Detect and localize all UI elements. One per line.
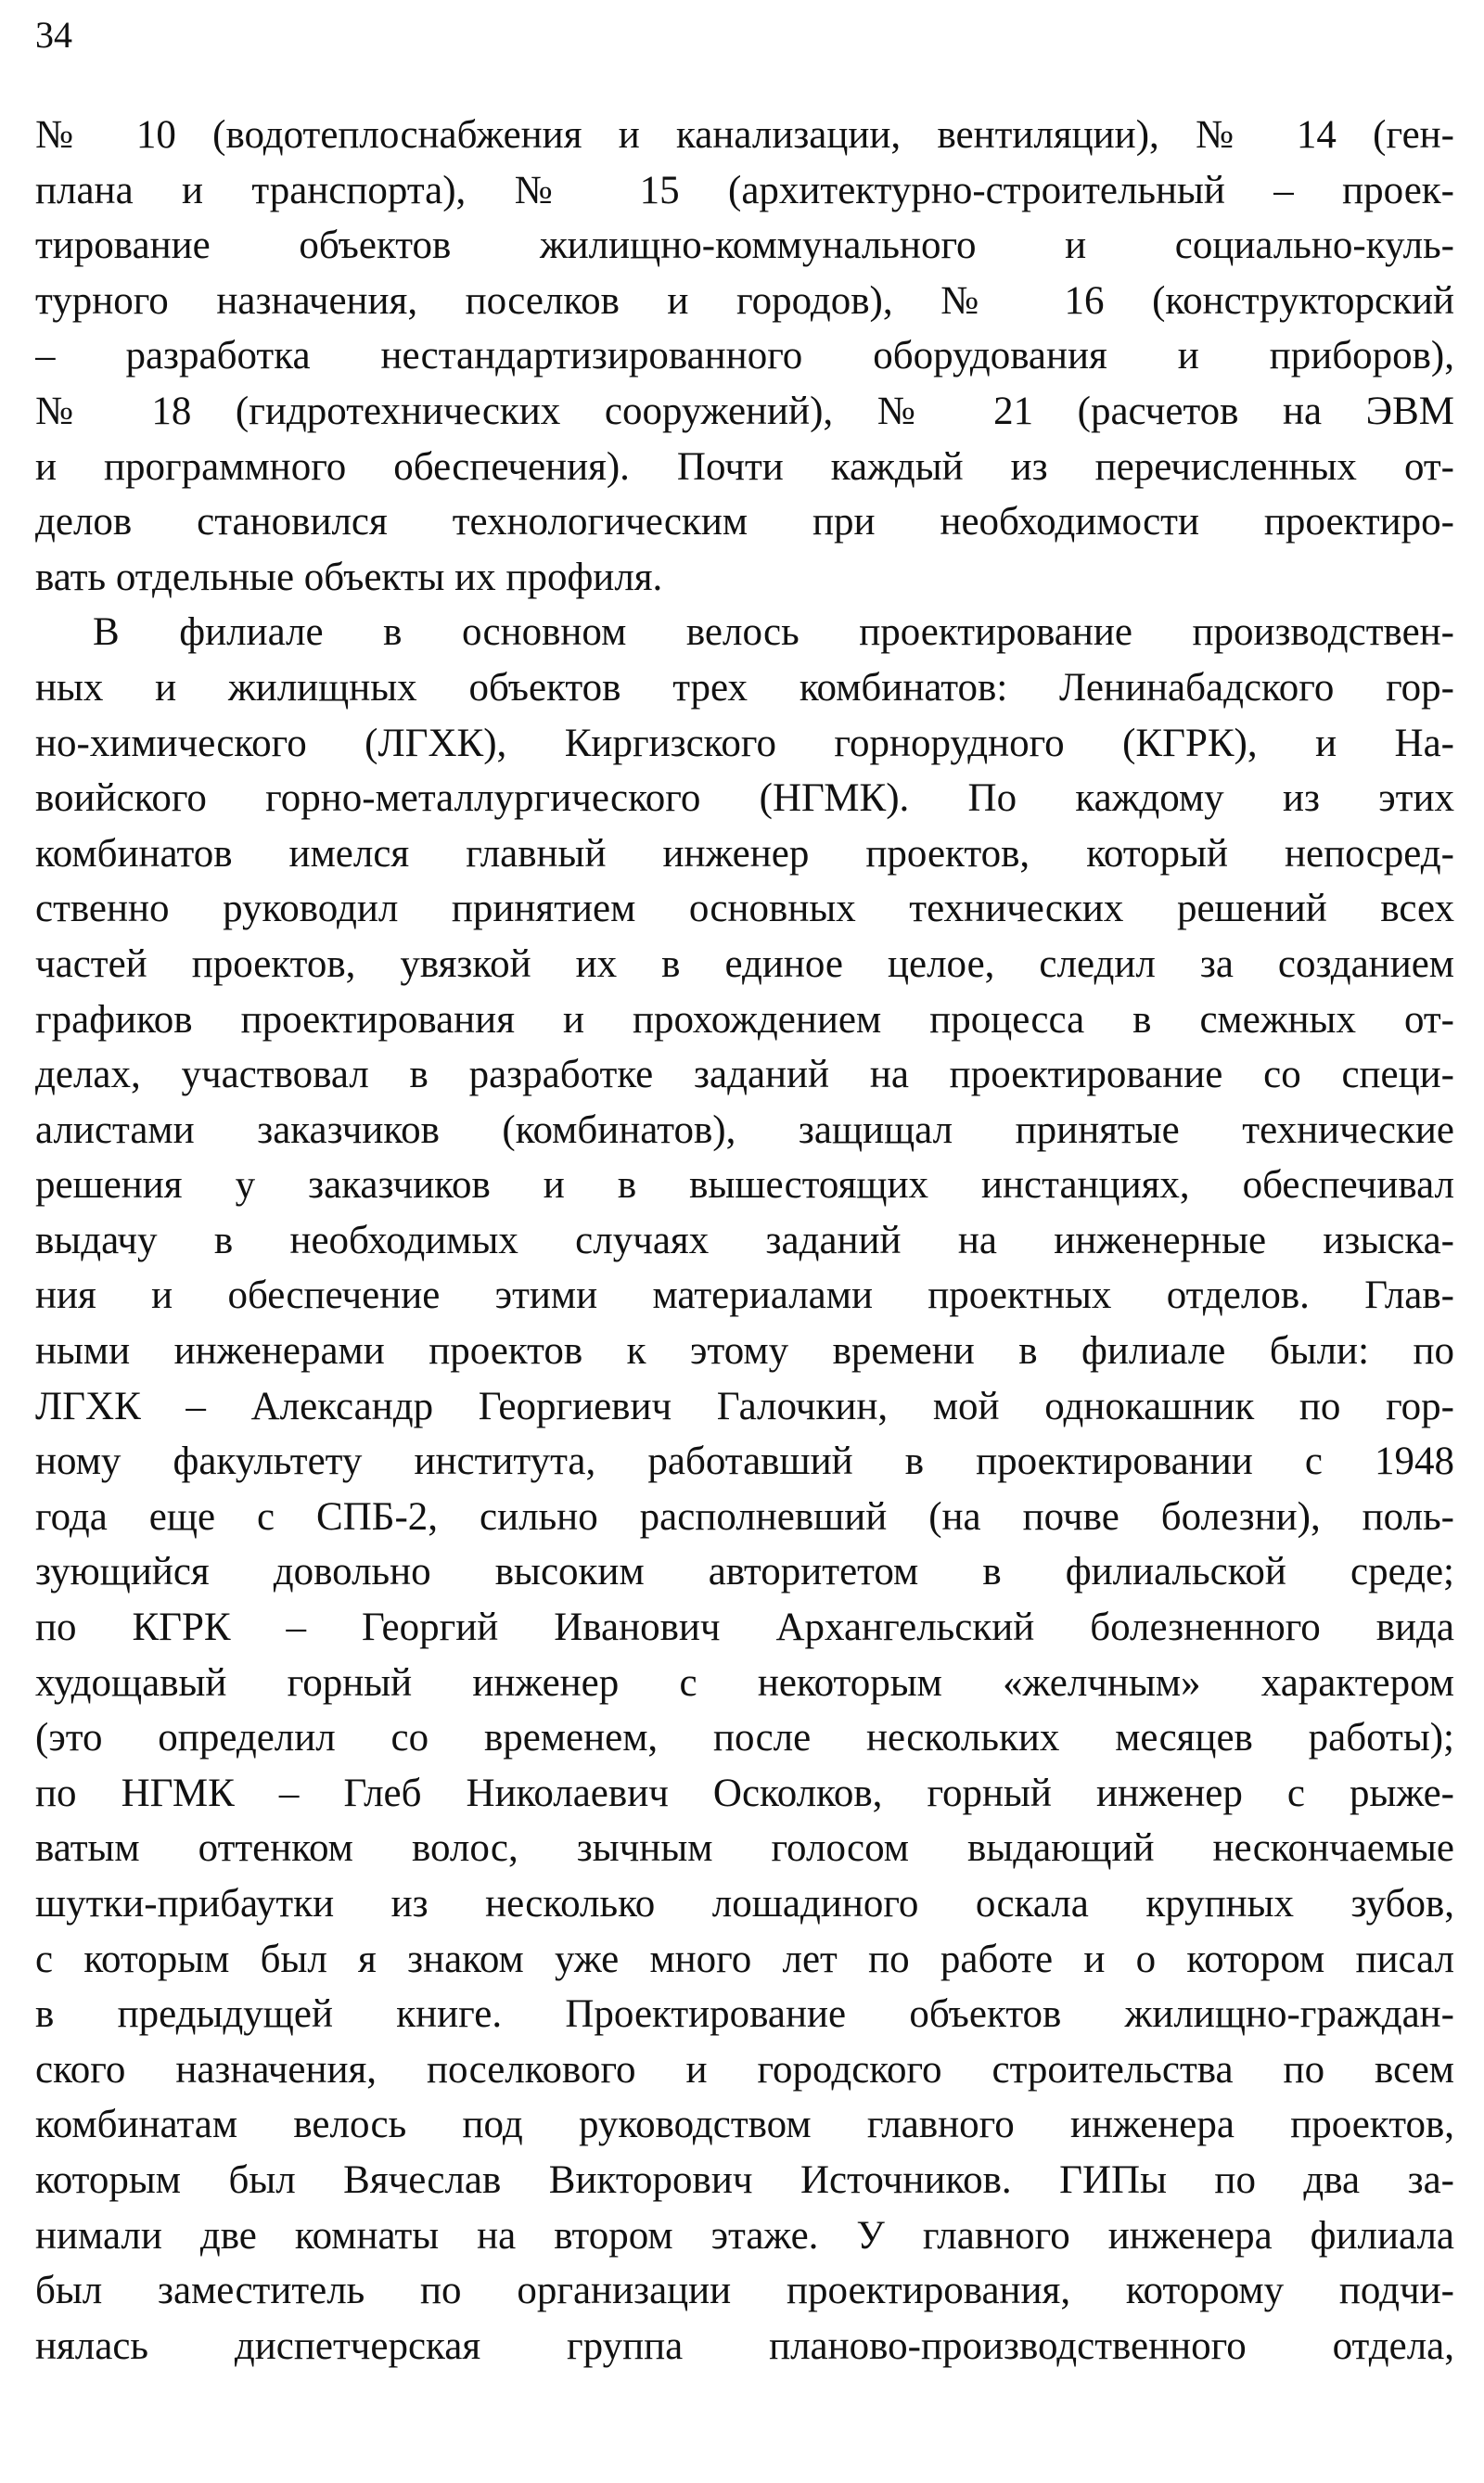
text-line: ному факультету института, работавший в проектировании с 1948 — [35, 1440, 1454, 1484]
text-line: решения у заказчиков и в вышестоящих инстанциях, обеспечивал — [35, 1163, 1454, 1208]
text-line: был заместитель по организации проектирования, которому подчи- — [35, 2269, 1454, 2313]
text-line: ния и обеспечение этими материалами проектных отделов. Глав- — [35, 1273, 1454, 1318]
text-line: В филиале в основном велось проектирование производствен- — [93, 610, 1454, 655]
text-line: комбинатов имелся главный инженер проектов, который непосред- — [35, 831, 1454, 876]
text-line: нимали две комнаты на втором этаже. У главного инженера филиала — [35, 2213, 1454, 2258]
text-line: по НГМК – Глеб Николаевич Осколков, горный инженер с рыже- — [35, 1771, 1454, 1815]
text-line: воийского горно-металлургического (НГМК). По каждому из этих — [35, 776, 1454, 821]
text-line: частей проектов, увязкой их в единое целое, следил за созданием — [35, 941, 1454, 986]
text-line: вать отдельные объекты их профиля. — [35, 555, 663, 599]
text-line: шутки-прибаутки из несколько лошадиного оскала крупных зубов, — [35, 1882, 1454, 1926]
text-line: № 10 (водотеплоснабжения и канализации, вентиляции), № 14 (ген- — [35, 113, 1454, 157]
page-number: 34 — [35, 14, 72, 56]
text-line: графиков проектирования и прохождением процесса в смежных от- — [35, 997, 1454, 1042]
text-line: нялась диспетчерская группа планово-производственного отдела, — [35, 2323, 1454, 2368]
text-line: но-химического (ЛГХК), Киргизского горнорудного (КГРК), и На- — [35, 721, 1454, 765]
text-line: плана и транспорта), № 15 (архитектурно-строительный – проек- — [35, 168, 1454, 212]
text-line: ЛГХК – Александр Георгиевич Галочкин, мой однокашник по гор- — [35, 1384, 1454, 1428]
text-line: делов становился технологическим при необходимости проектиро- — [35, 500, 1454, 544]
text-line: ными инженерами проектов к этому времени в филиале были: по — [35, 1329, 1454, 1374]
text-line: комбинатам велось под руководством главного инженера проектов, — [35, 2103, 1454, 2147]
text-line: – разработка нестандартизированного оборудования и приборов), — [35, 334, 1454, 378]
text-line: года еще с СПБ-2, сильно располневший (на почве болезни), поль- — [35, 1494, 1454, 1539]
text-line: (это определил со временем, после нескольких месяцев работы); — [35, 1716, 1454, 1760]
body-text — [35, 108, 1454, 2374]
text-line: алистами заказчиков (комбинатов), защищал принятые технические — [35, 1107, 1454, 1152]
text-line: ных и жилищных объектов трех комбинатов: Ленинабадского гор- — [35, 665, 1454, 710]
text-line: турного назначения, поселков и городов), № 16 (конструкторский — [35, 278, 1454, 323]
text-line: ватым оттенком волос, зычным голосом выдающий нескончаемые — [35, 1826, 1454, 1871]
text-line: тирование объектов жилищно-коммунального и социально-куль- — [35, 224, 1454, 268]
text-line: по КГРК – Георгий Иванович Архангельский болезненного вида — [35, 1606, 1454, 1650]
text-line: в предыдущей книге. Проектирование объектов жилищно-граждан- — [35, 1992, 1454, 2037]
text-line: № 18 (гидротехнических сооружений), № 21 (расчетов на ЭВМ — [35, 389, 1454, 433]
text-line: ственно руководил принятием основных технических решений всех — [35, 887, 1454, 931]
text-line: с которым был я знаком уже много лет по работе и о котором писал — [35, 1937, 1454, 1981]
text-line: зующийся довольно высоким авторитетом в филиальской среде; — [35, 1550, 1454, 1594]
text-line: выдачу в необходимых случаях заданий на инженерные изыска- — [35, 1218, 1454, 1262]
text-line: худощавый горный инженер с некоторым «желчным» характером — [35, 1660, 1454, 1705]
text-line: которым был Вячеслав Викторович Источников. ГИПы по два за- — [35, 2157, 1454, 2202]
text-line: ского назначения, поселкового и городского строительства по всем — [35, 2047, 1454, 2092]
text-line: делах, участвовал в разработке заданий на проектирование со специ- — [35, 1053, 1454, 1097]
text-line: и программного обеспечения). Почти каждый из перечисленных от- — [35, 444, 1454, 489]
